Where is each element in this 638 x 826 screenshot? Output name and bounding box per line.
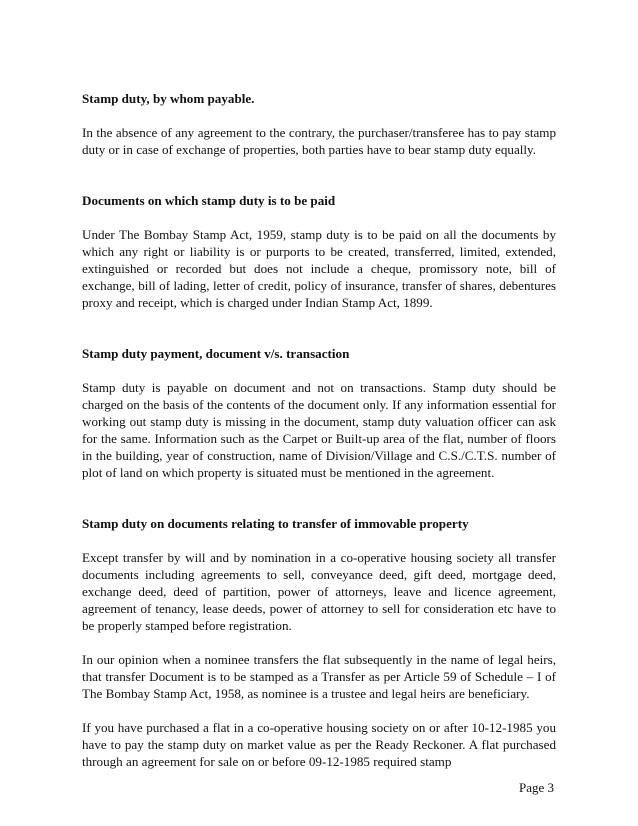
section-heading-document-vs-transaction: Stamp duty payment, document v/s. transaction xyxy=(82,346,350,361)
paragraph-immovable-property-2: In our opinion when a nominee transfers the flat subsequently in the name of legal heirs, that transfer Document is to be stamped as a Transfer as per Article 59 of Schedule – I of The Bombay Stamp Act, 1958, as nominee is a trustee and legal heirs are beneficiary. xyxy=(82,652,556,701)
paragraph-documents: Under The Bombay Stamp Act, 1959, stamp duty is to be paid on all the documents by which any right or liability is or purports to be created, transferred, limited, extended, extinguished or recorded but does not include a cheque, promissory note, bill of exchange, bill of lading, letter of credit, policy of insurance, transfer of shares, debentures proxy and receipt, which is charged under Indian Stamp Act, 1899. xyxy=(82,227,556,310)
section-heading-immovable-property: Stamp duty on documents relating to transfer of immovable property xyxy=(82,516,469,531)
paragraph-immovable-property-3: If you have purchased a flat in a co-operative housing society on or after 10-12-1985 you have to pay the stamp duty on market value as per the Ready Reckoner. A flat purchased through an agreement for sale on or before 09-12-1985 required stamp xyxy=(82,720,556,769)
section-heading-documents: Documents on which stamp duty is to be paid xyxy=(82,193,336,208)
section-heading-who-pays: Stamp duty, by whom payable. xyxy=(82,91,255,106)
page-number: Page 3 xyxy=(518,780,554,795)
paragraph-who-pays: In the absence of any agreement to the contrary, the purchaser/transferee has to pay stamp duty or in case of exchange of properties, both parties have to bear stamp duty equally. xyxy=(82,125,556,157)
page-content xyxy=(82,90,556,770)
paragraph-immovable-property-1: Except transfer by will and by nomination in a co-operative housing society all transfer documents including agreements to sell, conveyance deed, gift deed, mortgage deed, exchange deed, deed of partition, power of attorneys, leave and licence agreement, agreement of tenancy, lease deeds, power of attorney to sell for consideration etc have to be properly stamped before registration. xyxy=(82,550,556,633)
paragraph-document-vs-transaction: Stamp duty is payable on document and not on transactions. Stamp duty should be charged on the basis of the contents of the document only. If any information essential for working out stamp duty is missing in the document, stamp duty valuation officer can ask for the same. Information such as the Carpet or Built-up area of the flat, number of floors in the building, year of construction, name of Division/Village and C.S./C.T.S. number of plot of land on which property is situated must be mentioned in the agreement. xyxy=(82,380,556,480)
